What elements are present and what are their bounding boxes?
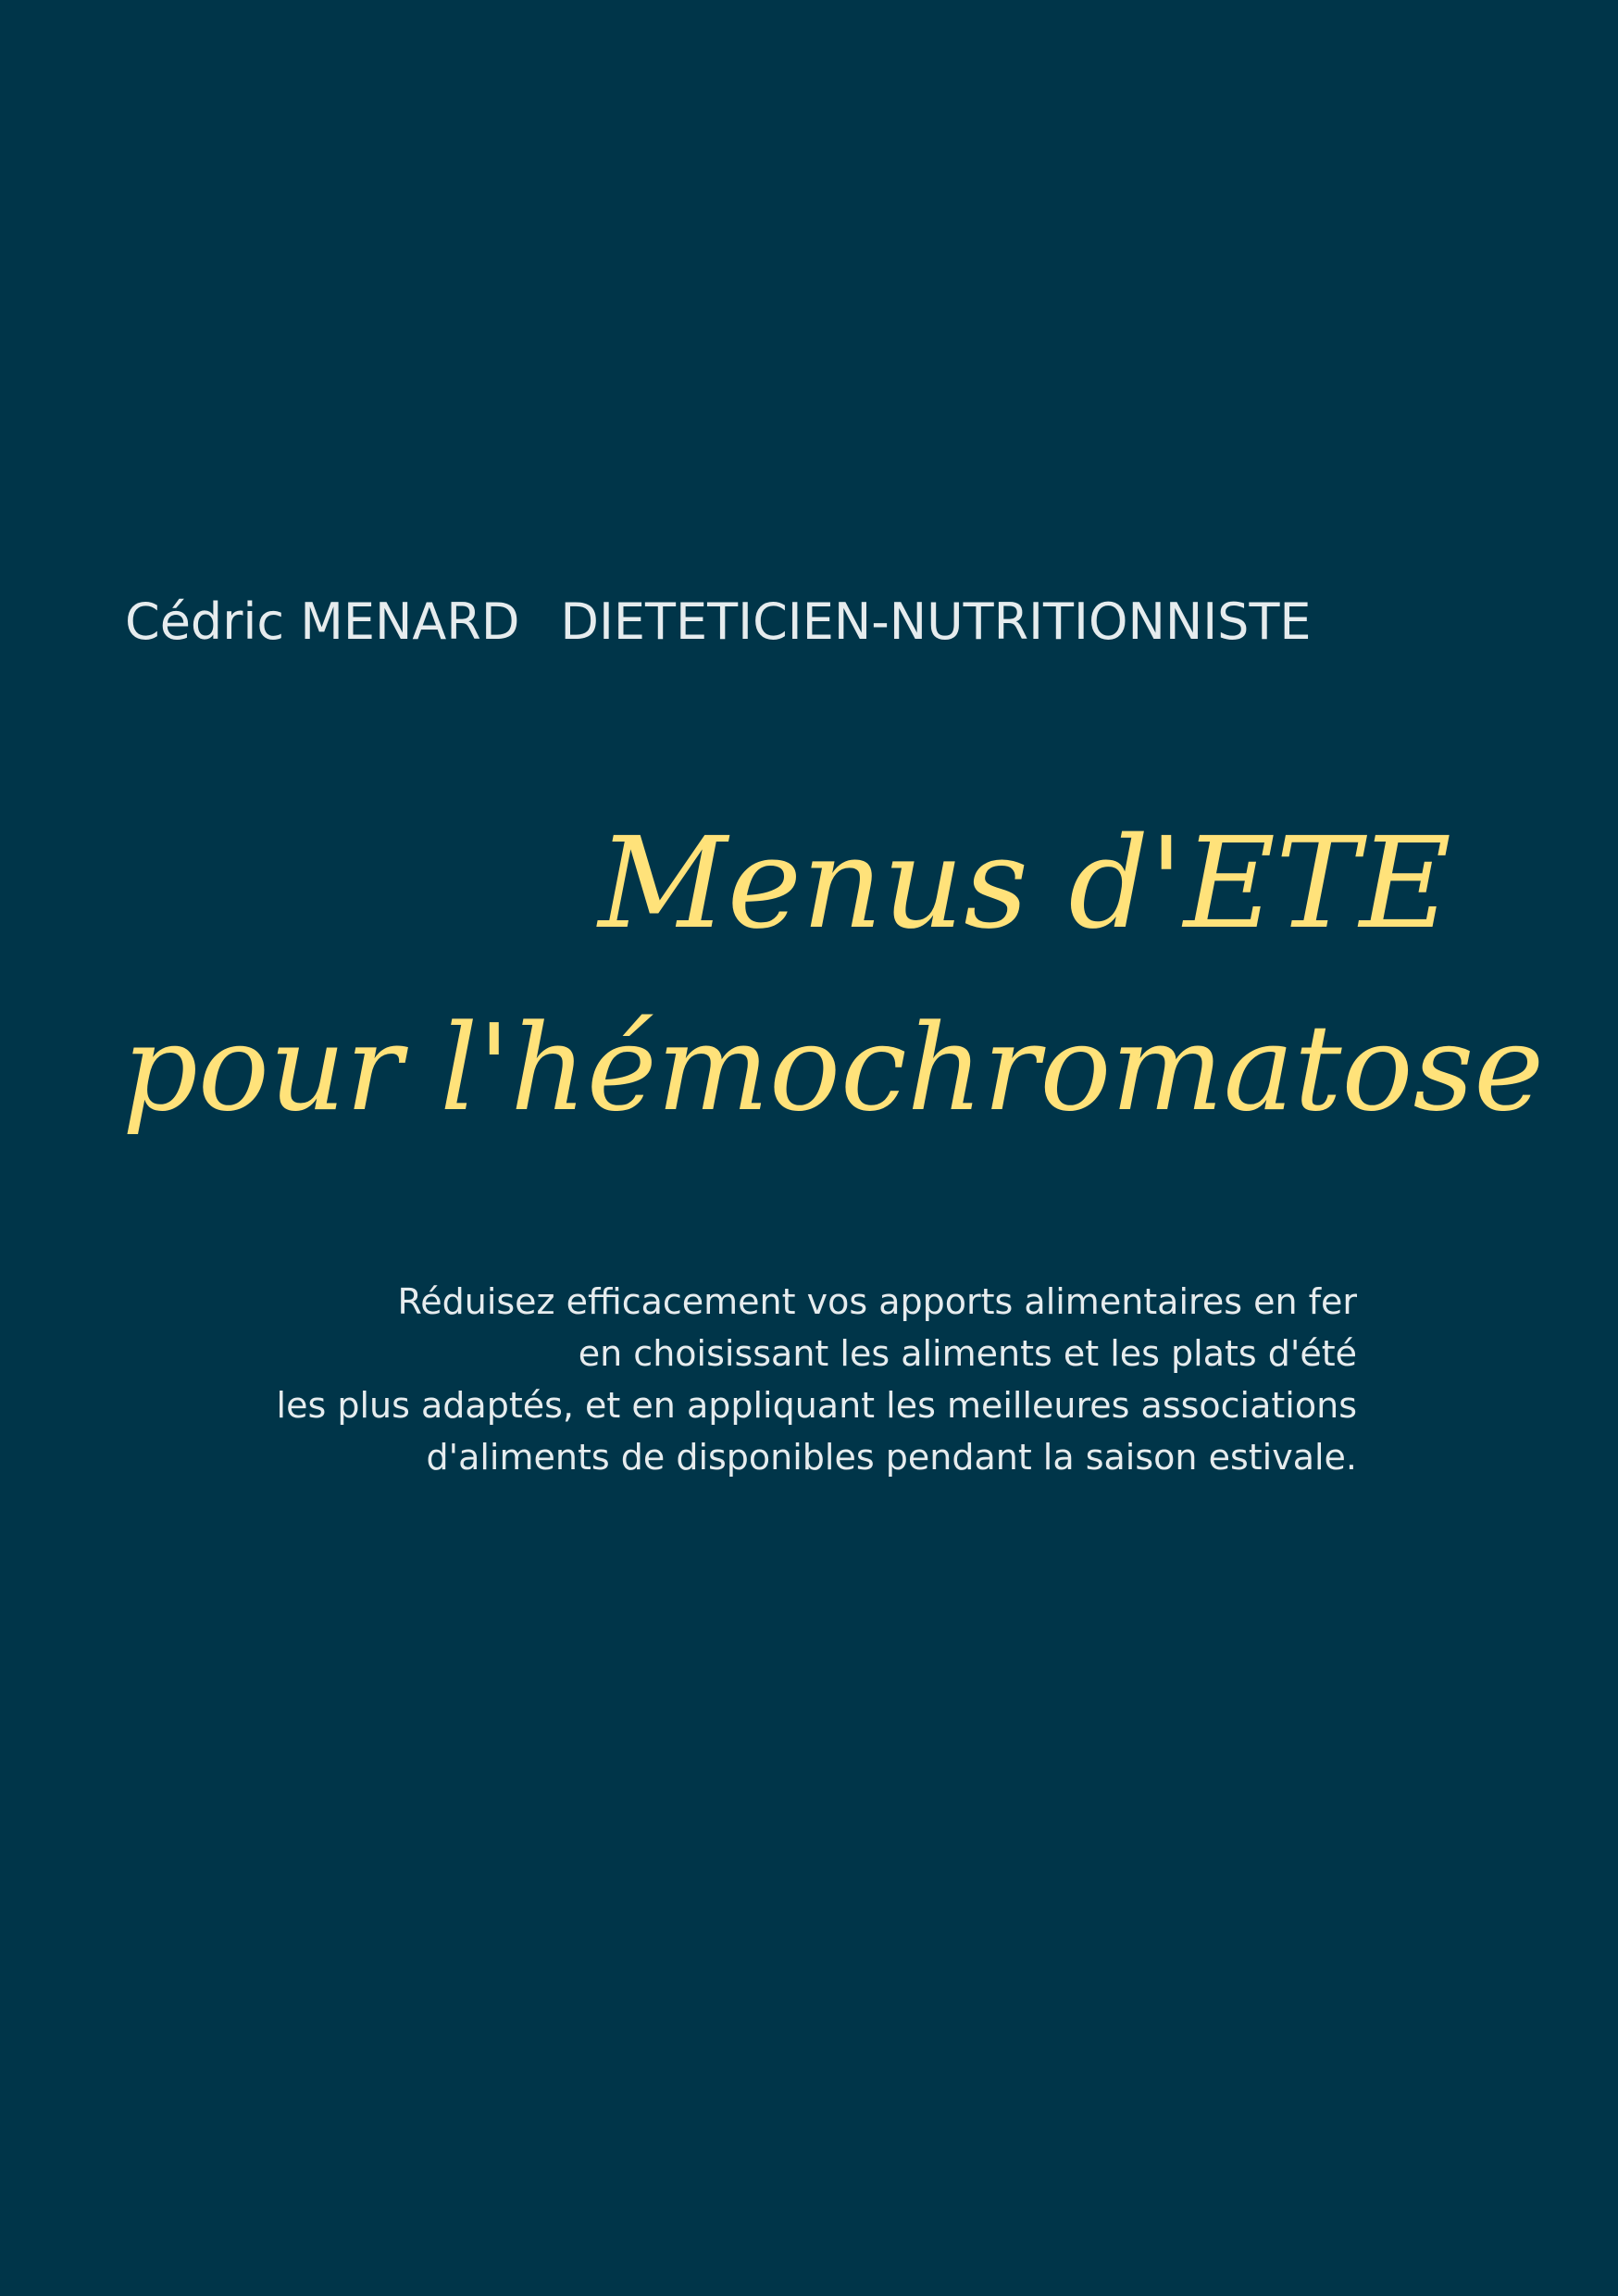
author-profession: DIETETICIEN-NUTRITIONNISTE bbox=[560, 593, 1312, 651]
author-name: Cédric MENARD bbox=[125, 593, 520, 651]
author-line bbox=[125, 593, 1312, 651]
description-line-3: les plus adaptés, et en appliquant les meilleures associations bbox=[276, 1385, 1357, 1426]
description-line-2: en choisissant les aliments et les plats d'été bbox=[578, 1333, 1357, 1374]
book-title bbox=[122, 792, 1544, 1162]
book-description bbox=[154, 1276, 1357, 1483]
title-line-2: pour l'hémochromatose bbox=[121, 1000, 1544, 1138]
title-line-1: Menus d'ETE bbox=[598, 811, 1451, 957]
description-line-4: d'aliments de disponibles pendant la saison estivale. bbox=[426, 1437, 1357, 1478]
description-line-1: Réduisez efficacement vos apports alimentaires en fer bbox=[397, 1281, 1357, 1322]
